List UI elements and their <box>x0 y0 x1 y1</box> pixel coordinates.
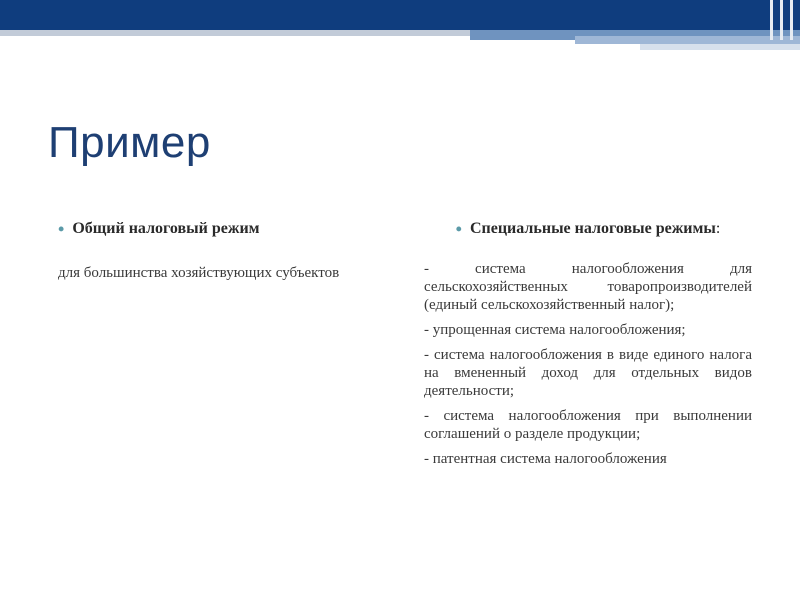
right-heading-suffix: : <box>715 220 721 237</box>
header-stripe <box>780 0 783 40</box>
right-heading <box>424 220 752 238</box>
list-item: - патентная система налогообложения <box>424 451 667 467</box>
left-heading <box>58 220 386 238</box>
list-item: - система налогообложения при выполнении соглашений о разделе продукции; <box>424 408 752 442</box>
list-item: - упрощенная система налогообложения; <box>424 322 686 338</box>
header-stripe <box>790 0 793 40</box>
left-heading-text: Общий налоговый режим <box>72 220 260 237</box>
left-column <box>58 220 386 282</box>
header-accent-bar <box>575 36 800 44</box>
bullet-icon: • <box>58 219 65 239</box>
right-heading-text <box>470 220 720 238</box>
right-items-list <box>424 260 752 468</box>
slide-title: Пример <box>48 118 211 167</box>
right-heading-label: Специальные налоговые режимы <box>469 220 716 237</box>
right-column <box>424 220 752 468</box>
header-accent-bar <box>0 30 470 36</box>
header-accent-bar <box>640 44 800 50</box>
left-body-text: для большинства хозяйствующих субъектов <box>58 265 340 281</box>
bullet-icon: • <box>455 219 462 239</box>
header-stripe <box>770 0 773 40</box>
header-band <box>0 0 800 30</box>
list-item: - система налогообложения для сельскохозяйственных товаропроизводителей (единый сельскохозяйственный налог); <box>424 261 752 313</box>
list-item: - система налогообложения в виде единого налога на вмененный доход для отдельных видов деятельности; <box>424 347 752 399</box>
